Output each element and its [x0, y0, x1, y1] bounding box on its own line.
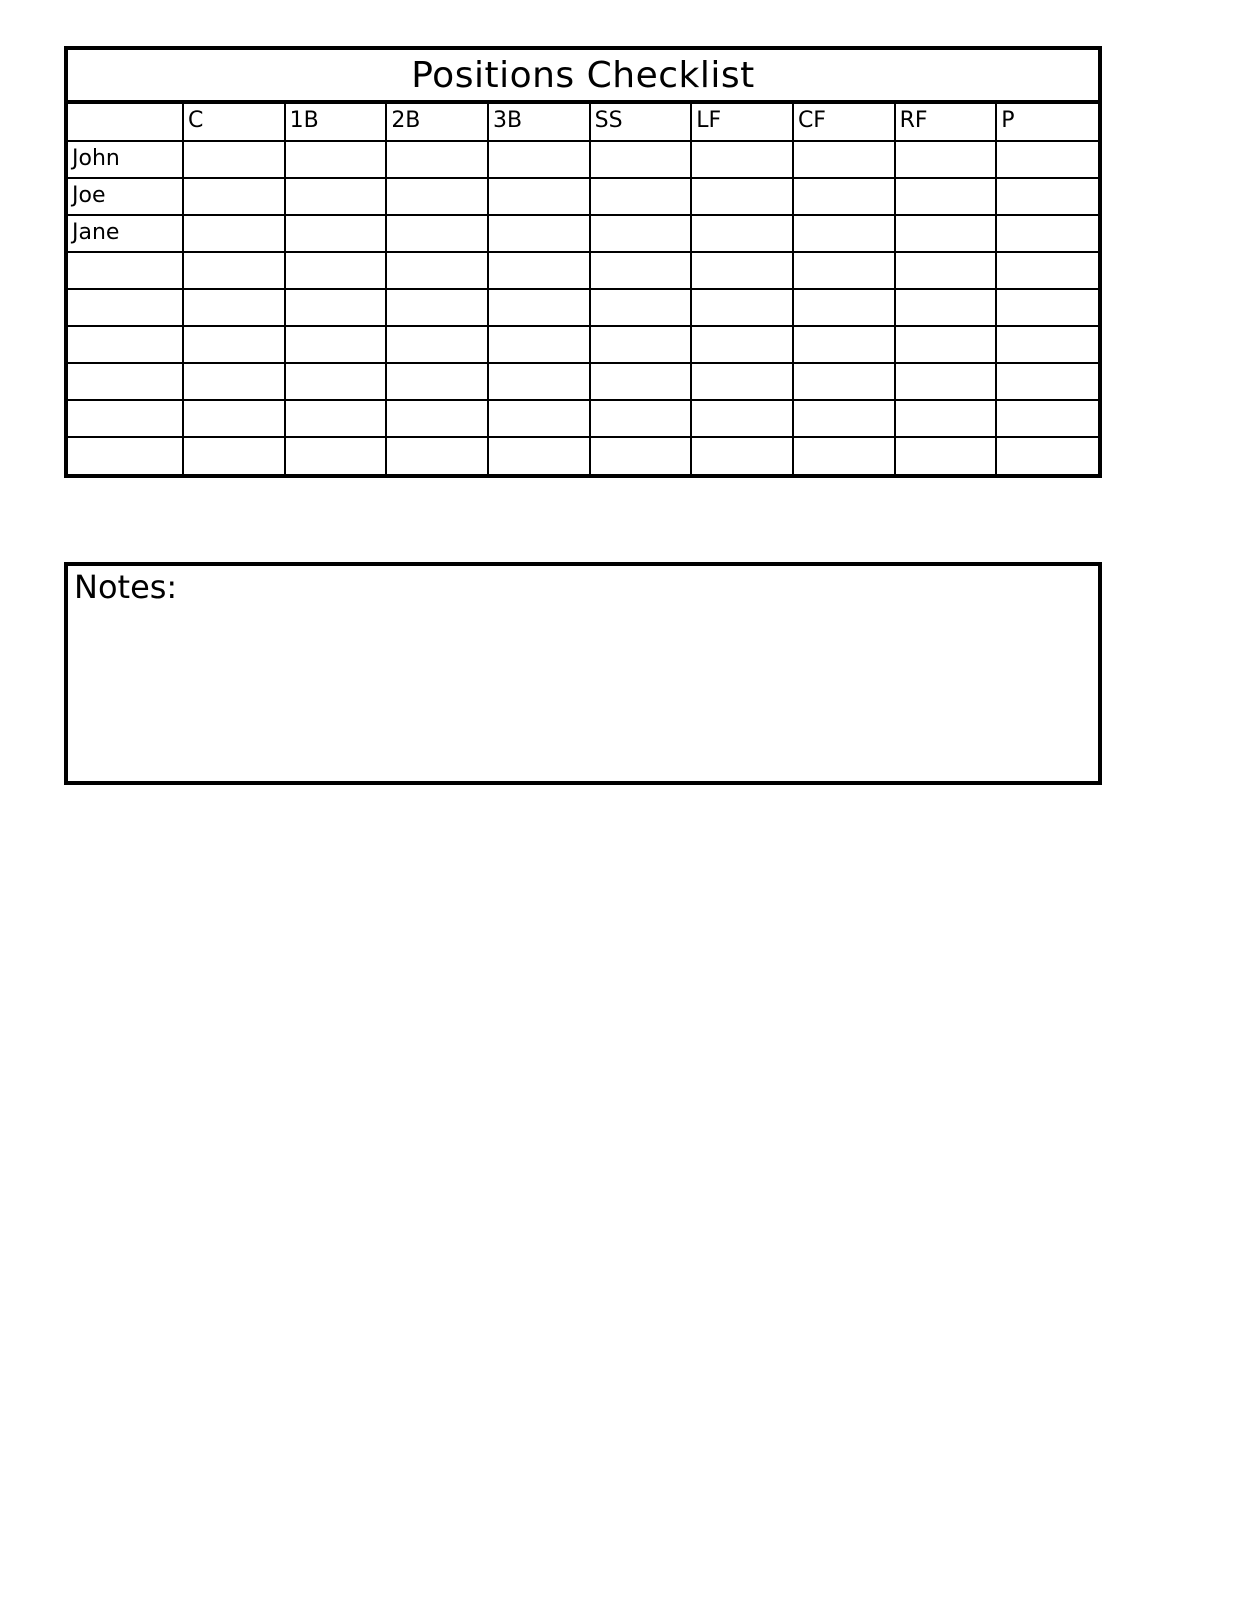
- check-cell[interactable]: [488, 141, 590, 178]
- check-cell[interactable]: [488, 363, 590, 400]
- check-cell[interactable]: [590, 400, 692, 437]
- check-cell[interactable]: [996, 326, 1098, 363]
- check-cell[interactable]: [183, 215, 285, 252]
- check-cell[interactable]: [285, 400, 387, 437]
- position-header: LF: [691, 104, 793, 141]
- check-cell[interactable]: [895, 141, 997, 178]
- check-cell[interactable]: [895, 178, 997, 215]
- check-cell[interactable]: [793, 215, 895, 252]
- check-cell[interactable]: [793, 141, 895, 178]
- check-cell[interactable]: [996, 252, 1098, 289]
- check-cell[interactable]: [488, 289, 590, 326]
- check-cell[interactable]: [386, 289, 488, 326]
- check-cell[interactable]: [590, 252, 692, 289]
- player-name-cell[interactable]: [68, 326, 183, 363]
- check-cell[interactable]: [285, 437, 387, 474]
- check-cell[interactable]: [386, 252, 488, 289]
- player-row: [68, 141, 1098, 178]
- check-cell[interactable]: [488, 400, 590, 437]
- check-cell[interactable]: [691, 437, 793, 474]
- player-row: [68, 178, 1098, 215]
- check-cell[interactable]: [590, 326, 692, 363]
- check-cell[interactable]: [895, 437, 997, 474]
- check-cell[interactable]: [285, 141, 387, 178]
- player-name-cell[interactable]: Jane: [68, 215, 183, 252]
- check-cell[interactable]: [488, 252, 590, 289]
- check-cell[interactable]: [996, 400, 1098, 437]
- check-cell[interactable]: [386, 141, 488, 178]
- check-cell[interactable]: [793, 289, 895, 326]
- check-cell[interactable]: [895, 252, 997, 289]
- check-cell[interactable]: [996, 289, 1098, 326]
- check-cell[interactable]: [691, 326, 793, 363]
- checklist-title: Positions Checklist: [68, 50, 1098, 104]
- check-cell[interactable]: [488, 437, 590, 474]
- player-row: [68, 289, 1098, 326]
- check-cell[interactable]: [793, 178, 895, 215]
- check-cell[interactable]: [183, 252, 285, 289]
- check-cell[interactable]: [691, 289, 793, 326]
- player-name-cell[interactable]: [68, 252, 183, 289]
- check-cell[interactable]: [793, 400, 895, 437]
- check-cell[interactable]: [590, 363, 692, 400]
- check-cell[interactable]: [793, 437, 895, 474]
- check-cell[interactable]: [691, 363, 793, 400]
- check-cell[interactable]: [895, 289, 997, 326]
- player-row: [68, 252, 1098, 289]
- check-cell[interactable]: [793, 326, 895, 363]
- check-cell[interactable]: [386, 215, 488, 252]
- player-row: [68, 400, 1098, 437]
- check-cell[interactable]: [386, 363, 488, 400]
- check-cell[interactable]: [183, 178, 285, 215]
- header-row: [68, 104, 1098, 141]
- check-cell[interactable]: [386, 437, 488, 474]
- position-header: SS: [590, 104, 692, 141]
- check-cell[interactable]: [996, 437, 1098, 474]
- position-header: 1B: [285, 104, 387, 141]
- check-cell[interactable]: [386, 400, 488, 437]
- notes-label: Notes:: [74, 568, 178, 606]
- check-cell[interactable]: [590, 437, 692, 474]
- check-cell[interactable]: [488, 178, 590, 215]
- player-name-cell[interactable]: John: [68, 141, 183, 178]
- check-cell[interactable]: [183, 363, 285, 400]
- player-row: [68, 326, 1098, 363]
- check-cell[interactable]: [285, 252, 387, 289]
- check-cell[interactable]: [590, 141, 692, 178]
- header-corner-cell: [68, 104, 183, 141]
- check-cell[interactable]: [183, 289, 285, 326]
- positions-table: [68, 104, 1098, 474]
- player-name-cell[interactable]: [68, 437, 183, 474]
- check-cell[interactable]: [285, 363, 387, 400]
- player-name-cell[interactable]: [68, 400, 183, 437]
- check-cell[interactable]: [488, 326, 590, 363]
- check-cell[interactable]: [996, 141, 1098, 178]
- check-cell[interactable]: [285, 178, 387, 215]
- check-cell[interactable]: [691, 400, 793, 437]
- check-cell[interactable]: [895, 400, 997, 437]
- check-cell[interactable]: [285, 215, 387, 252]
- check-cell[interactable]: [996, 215, 1098, 252]
- position-header: C: [183, 104, 285, 141]
- player-name-cell[interactable]: Joe: [68, 178, 183, 215]
- notes-box[interactable]: [64, 562, 1102, 785]
- check-cell[interactable]: [895, 363, 997, 400]
- check-cell[interactable]: [386, 326, 488, 363]
- player-row: [68, 215, 1098, 252]
- check-cell[interactable]: [183, 437, 285, 474]
- check-cell[interactable]: [895, 215, 997, 252]
- player-name-cell[interactable]: [68, 289, 183, 326]
- position-header: P: [996, 104, 1098, 141]
- check-cell[interactable]: [793, 252, 895, 289]
- check-cell[interactable]: [590, 178, 692, 215]
- check-cell[interactable]: [285, 289, 387, 326]
- check-cell[interactable]: [183, 326, 285, 363]
- check-cell[interactable]: [386, 178, 488, 215]
- positions-checklist-sheet: [64, 46, 1102, 478]
- check-cell[interactable]: [895, 326, 997, 363]
- position-header: RF: [895, 104, 997, 141]
- check-cell[interactable]: [691, 215, 793, 252]
- position-header: CF: [793, 104, 895, 141]
- check-cell[interactable]: [285, 326, 387, 363]
- position-header: 3B: [488, 104, 590, 141]
- check-cell[interactable]: [691, 141, 793, 178]
- check-cell[interactable]: [183, 400, 285, 437]
- check-cell[interactable]: [590, 215, 692, 252]
- position-header: 2B: [386, 104, 488, 141]
- check-cell[interactable]: [996, 178, 1098, 215]
- check-cell[interactable]: [996, 363, 1098, 400]
- check-cell[interactable]: [691, 252, 793, 289]
- player-name-cell[interactable]: [68, 363, 183, 400]
- check-cell[interactable]: [590, 289, 692, 326]
- check-cell[interactable]: [691, 178, 793, 215]
- player-row: [68, 437, 1098, 474]
- player-row: [68, 363, 1098, 400]
- check-cell[interactable]: [793, 363, 895, 400]
- check-cell[interactable]: [488, 215, 590, 252]
- check-cell[interactable]: [183, 141, 285, 178]
